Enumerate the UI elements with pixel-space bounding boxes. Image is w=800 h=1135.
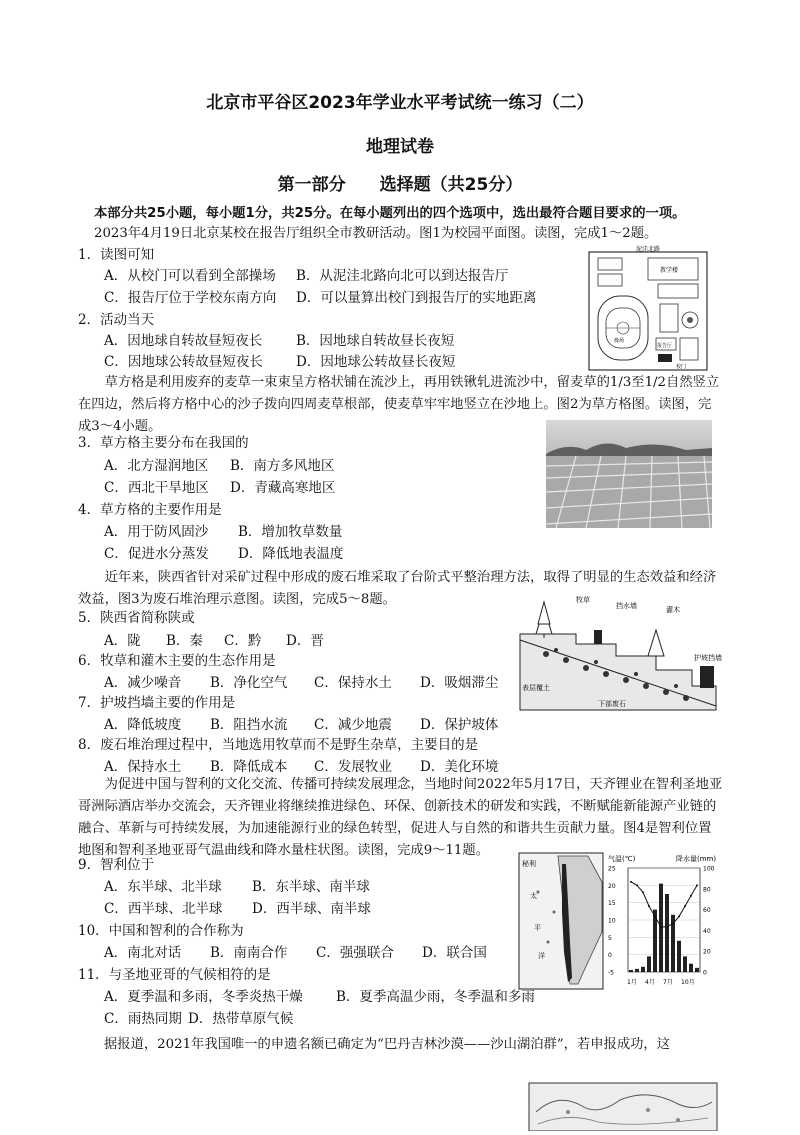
chart-precip-axis-label: 降水量(mm) xyxy=(676,855,717,863)
q6-option-d[interactable]: D．吸烟滞尘 xyxy=(420,675,499,691)
q3-option-a[interactable]: A．北方湿润地区 xyxy=(104,458,209,474)
chart-temp-point xyxy=(654,916,656,918)
fig3-shrub-label: 灌木 xyxy=(666,606,680,614)
figure-2-straw-grid-photo xyxy=(546,420,712,528)
intro-1: 2023年4月19日北京某校在报告厅组织全市教研活动。图1为校园平面图。读图，完成1～2题。 xyxy=(94,226,658,241)
q1-option-d[interactable]: D．可以量算出校门到报告厅的实地距离 xyxy=(296,290,537,306)
q6-option-a[interactable]: A．减少噪音 xyxy=(104,675,182,691)
subject-title: 地理试卷 xyxy=(366,137,434,157)
q10-stem: 10．中国和智利的合作称为 xyxy=(78,923,244,939)
fig1-building-label: 教学楼 xyxy=(660,267,679,274)
q7-option-c[interactable]: C．减少地震 xyxy=(314,717,392,733)
q4-option-d[interactable]: D．降低地表温度 xyxy=(238,546,344,562)
chart-temp-point xyxy=(648,905,650,907)
chart-temp-point xyxy=(642,891,644,893)
q9-stem: 9．智利位于 xyxy=(78,857,155,873)
q6-stem: 6．牧草和灌木主要的生态作用是 xyxy=(78,653,276,669)
chart-precip-bar xyxy=(635,969,639,972)
intro-4: 为促进中国与智利的文化交流、传播可持续发展理念，当地时间2022年5月17日，天齐锂业在智利圣地亚哥洲际酒店举办交流会，天齐锂业将继续推进绿色、环保、创新技术的研发和实践，不断赋能新能源产业链的融合、革新与可持续发展，为加速能源行业的绿色转型，促进人与自然的和谐共生贡献力量。图4是智利位置地图和智利圣地亚哥气温曲线和降水量柱状图。读图，完成9～11题。 xyxy=(78,777,723,858)
fig3-protect-label: 护坡挡墙 xyxy=(694,654,722,662)
fig1-road-label: 泥洼北路 xyxy=(636,246,661,253)
fig3-grass-label: 牧草 xyxy=(576,596,590,604)
q4-option-b[interactable]: B．增加牧草数量 xyxy=(238,524,343,540)
fig4-map-label-3: 平 xyxy=(534,924,541,932)
q5-option-b[interactable]: B．秦 xyxy=(166,633,203,649)
q10-option-c[interactable]: C．强强联合 xyxy=(316,945,394,961)
chart-month-label: 1月 xyxy=(627,979,637,986)
fig3-soil-label: 表层覆土 xyxy=(522,684,550,692)
chart-precip-tick-label: 20 xyxy=(703,948,711,956)
chart-temp-point xyxy=(636,884,638,886)
chart-temp-point xyxy=(660,926,662,928)
q10-option-d[interactable]: D．联合国 xyxy=(422,945,487,961)
q2-stem: 2．活动当天 xyxy=(78,312,155,328)
chart-temp-point xyxy=(696,884,698,886)
chart-temp-tick-label: 5 xyxy=(608,934,612,942)
exam-title: 北京市平谷区2023年学业水平考试统一练习（二） xyxy=(206,93,594,113)
fig3-waste-label: 下部废石 xyxy=(598,700,626,708)
chart-grid xyxy=(628,868,700,972)
q5-option-d[interactable]: D．晋 xyxy=(286,633,324,649)
intro-2: 草方格是利用废弃的麦草一束束呈方格状铺在流沙上，再用铁锹轧进流沙中，留麦草的1/3至1/2自然竖立在四边，然后将方格中心的沙子拨向四周麦草根部，使麦草牢牢地竖立在沙地上。图2为草方格图。读图，完成3～4小题。 xyxy=(78,375,720,434)
chart-precip-bar xyxy=(683,956,687,972)
q2-option-b[interactable]: B．因地球自转故昼长夜短 xyxy=(296,333,455,349)
intro-5: 据报道，2021年我国唯一的申遗名额已确定为“巴丹吉林沙漠——沙山湖泊群”，若申报成功，这 xyxy=(104,1037,671,1052)
chart-temp-tick-label: -5 xyxy=(608,969,614,977)
q5-option-a[interactable]: A．陇 xyxy=(104,633,141,649)
chart-temp-tick-label: 25 xyxy=(608,865,616,873)
q11-option-d[interactable]: D．热带草原气候 xyxy=(188,1011,294,1027)
q3-option-d[interactable]: D．青藏高寒地区 xyxy=(230,480,336,496)
q10-option-b[interactable]: B．南南合作 xyxy=(210,945,288,961)
chart-temp-line xyxy=(630,881,698,928)
chart-precip-bar xyxy=(689,964,693,972)
q8-option-d[interactable]: D．美化环境 xyxy=(420,759,499,775)
q1-option-c[interactable]: C．报告厅位于学校东南方向 xyxy=(104,290,277,306)
chart-precip-tick-label: 40 xyxy=(703,927,711,935)
q3-option-c[interactable]: C．西北干旱地区 xyxy=(104,480,209,496)
chart-precip-bar xyxy=(641,967,645,972)
chart-month-label: 10月 xyxy=(681,979,695,986)
q8-option-b[interactable]: B．降低成本 xyxy=(210,759,288,775)
q11-option-c[interactable]: C．雨热同期 xyxy=(104,1011,182,1027)
fig3-wall-label: 挡水墙 xyxy=(616,602,637,610)
chart-temp-point xyxy=(630,881,632,883)
q10-option-a[interactable]: A．南北对话 xyxy=(104,945,182,961)
chart-precip-tick-label: 100 xyxy=(703,865,715,873)
intro-3: 近年来，陕西省针对采矿过程中形成的废石堆采取了台阶式平整治理方法，取得了明显的生态效益和经济效益，图3为废石堆治理示意图。读图，完成5～8题。 xyxy=(78,570,717,607)
chart-temp-tick-label: 0 xyxy=(608,952,612,960)
q9-option-a[interactable]: A．东半球、北半球 xyxy=(104,879,222,895)
chart-temp-point xyxy=(678,916,680,918)
chart-month-label: 7月 xyxy=(663,979,673,986)
q5-stem: 5．陕西省简称陕或 xyxy=(78,610,195,626)
q7-stem: 7．护坡挡墙主要的作用是 xyxy=(78,695,236,711)
q2-option-a[interactable]: A．因地球自转故昼短夜长 xyxy=(104,333,263,349)
chart-temp-axis-label: 气温(℃) xyxy=(608,855,636,863)
instruction: 本部分共25小题，每小题1分，共25分。在每小题列出的四个选项中，选出最符合题目要求的一项。 xyxy=(94,206,686,221)
q11-option-b[interactable]: B．夏季高温少雨，冬季温和多雨 xyxy=(336,989,535,1005)
q6-option-b[interactable]: B．净化空气 xyxy=(210,675,288,691)
chart-temp-tick-label: 20 xyxy=(608,882,616,890)
q9-option-d[interactable]: D．西半球、南半球 xyxy=(252,901,371,917)
chart-bars xyxy=(629,884,699,972)
chart-precip-bar xyxy=(647,956,651,972)
chart-temp-point xyxy=(666,926,668,928)
q9-option-c[interactable]: C．西半球、北半球 xyxy=(104,901,223,917)
q4-stem: 4．草方格的主要作用是 xyxy=(78,502,222,518)
q8-option-a[interactable]: A．保持水土 xyxy=(104,759,182,775)
figure-4-climate-chart xyxy=(606,852,724,990)
q1-option-a[interactable]: A．从校门可以看到全部操场 xyxy=(104,268,276,284)
chart-precip-bar xyxy=(677,941,681,972)
q11-option-a[interactable]: A．夏季温和多雨，冬季炎热干燥 xyxy=(104,989,303,1005)
chart-temp-point xyxy=(684,905,686,907)
q3-option-b[interactable]: B．南方多风地区 xyxy=(230,458,335,474)
q2-option-c[interactable]: C．因地球公转故昼短夜长 xyxy=(104,354,263,370)
chart-precip-bar xyxy=(629,970,633,972)
fig1-gate-label: 校门 xyxy=(676,364,687,370)
chart-temp-point xyxy=(690,895,692,897)
chart-temp-point xyxy=(672,922,674,924)
q7-option-a[interactable]: A．降低坡度 xyxy=(104,717,182,733)
part-title: 第一部分 选择题（共25分） xyxy=(277,175,523,195)
chart-month-label: 4月 xyxy=(645,979,655,986)
q5-option-c[interactable]: C．黔 xyxy=(224,633,262,649)
fig4-map-label-4: 洋 xyxy=(538,952,545,960)
chart-precip-tick-label: 80 xyxy=(703,886,711,894)
q8-stem: 8．废石堆治理过程中，当地选用牧草而不是野生杂草，主要目的是 xyxy=(78,737,479,753)
q2-option-d[interactable]: D．因地球公转故昼长夜短 xyxy=(296,354,456,370)
q3-stem: 3．草方格主要分布在我国的 xyxy=(78,435,249,451)
fig1-field-label: 操场 xyxy=(614,338,625,344)
q7-option-b[interactable]: B．阻挡水流 xyxy=(210,717,288,733)
fig1-hall-label: 报告厅 xyxy=(657,343,673,349)
figure-3-waste-rock-diagram xyxy=(516,594,724,714)
figure-1-school-plan xyxy=(588,244,710,372)
q1-stem: 1．读图可知 xyxy=(78,247,155,263)
chart-precip-tick-label: 60 xyxy=(703,907,711,915)
chart-precip-tick-label: 0 xyxy=(703,969,707,977)
q8-option-c[interactable]: C．发展牧业 xyxy=(314,759,392,775)
fig4-map-label-2: 太 xyxy=(530,892,537,900)
chart-precip-bar xyxy=(665,894,669,972)
q1-option-b[interactable]: B．从泥洼北路向北可以到达报告厅 xyxy=(296,268,509,284)
q6-option-c[interactable]: C．保持水土 xyxy=(314,675,392,691)
figure-5-partial-map xyxy=(528,1082,718,1131)
figure-4-chile-map xyxy=(518,852,604,990)
q11-stem: 11．与圣地亚哥的气候相符的是 xyxy=(78,967,271,983)
chart-temp-tick-label: 10 xyxy=(608,917,616,925)
chart-temp-tick-label: 15 xyxy=(608,900,616,908)
q4-option-a[interactable]: A．用于防风固沙 xyxy=(104,524,209,540)
chart-month-labels xyxy=(627,978,695,986)
q4-option-c[interactable]: C．促进水分蒸发 xyxy=(104,546,209,562)
q7-option-d[interactable]: D．保护坡体 xyxy=(420,717,499,733)
chart-precip-bar xyxy=(695,968,699,972)
q9-option-b[interactable]: B．东半球、南半球 xyxy=(252,879,370,895)
fig4-map-label-1: 秘利 xyxy=(522,860,536,868)
